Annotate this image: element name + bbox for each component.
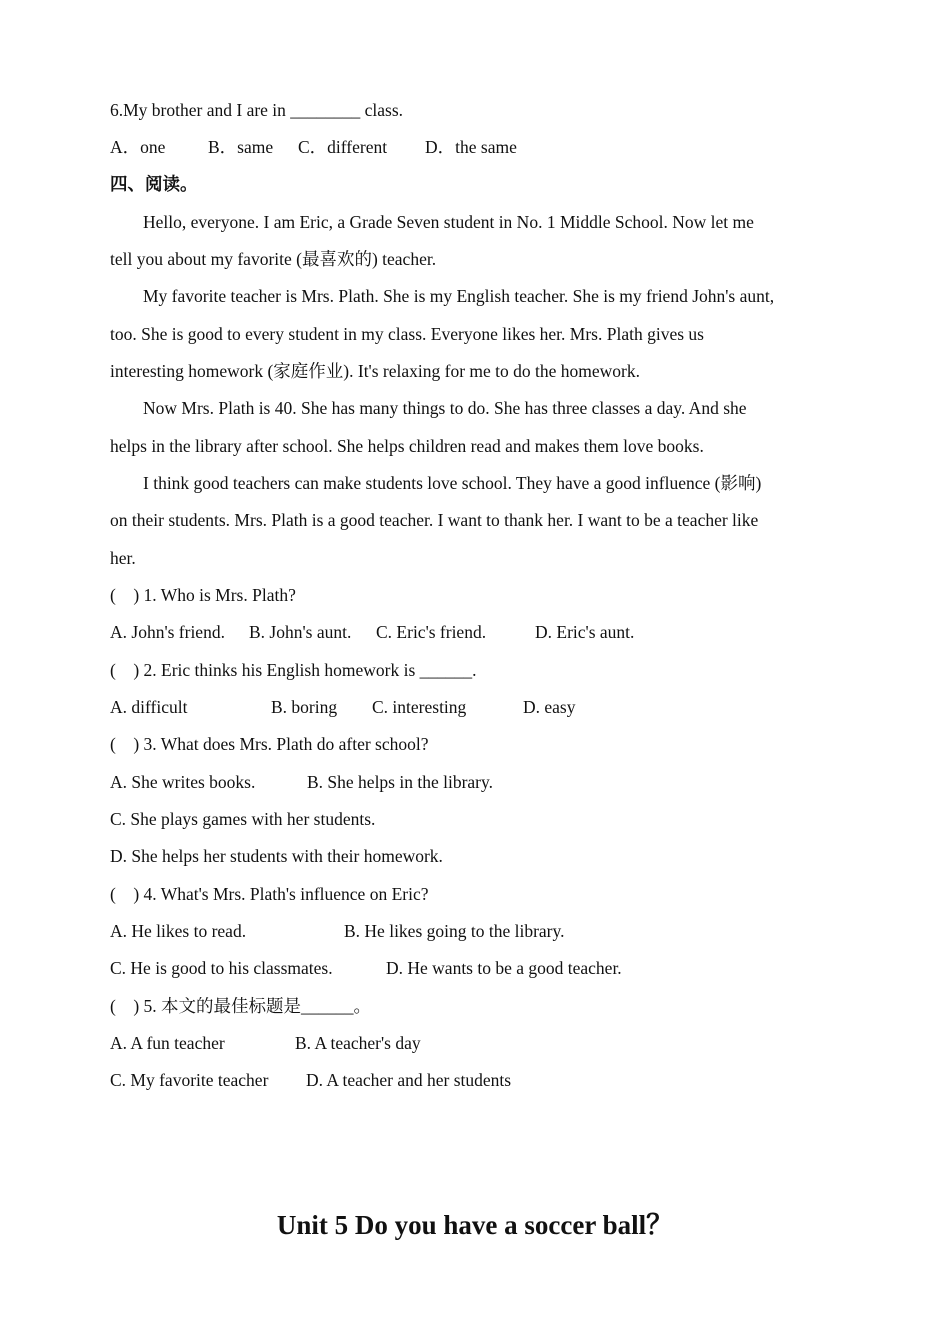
passage-line: too. She is good to every student in my class. Everyone likes her. Mrs. Plath gives us [110,324,704,344]
question-4-stem: ( ) 4. What's Mrs. Plath's influence on Eric? [110,884,429,904]
question-1-option-d: D. Eric's aunt. [535,622,635,642]
question-2-option-d: D. easy [523,697,576,717]
question-3-option-a: A. She writes books. [110,772,256,792]
passage-line: My favorite teacher is Mrs. Plath. She is my English teacher. She is my friend John's aunt, [143,286,775,306]
question-6-option-d: D．the same [425,137,517,157]
question-6-option-c: C．different [298,137,388,157]
question-6-option-b: B．same [208,137,274,157]
question-2-option-c: C. interesting [372,697,467,717]
question-1-option-b: B. John's aunt. [249,622,352,642]
passage-line: on their students. Mrs. Plath is a good teacher. I want to thank her. I want to be a teacher like [110,510,759,530]
passage-line: interesting homework (家庭作业). It's relaxing for me to do the homework. [110,361,640,381]
question-5-option-d: D. A teacher and her students [306,1070,512,1090]
section-heading: 四、阅读。 [110,174,198,194]
question-3-option-b: B. She helps in the library. [307,772,493,792]
question-5-option-c: C. My favorite teacher [110,1070,269,1090]
question-1-option-a: A. John's friend. [110,622,225,642]
question-5-option-b: B. A teacher's day [295,1033,421,1053]
question-6-stem: 6.My brother and I are in ________ class. [110,100,404,120]
passage-line: her. [110,548,136,568]
question-4-option-d: D. He wants to be a good teacher. [386,958,622,978]
question-2-stem: ( ) 2. Eric thinks his English homework is ______. [110,660,477,680]
question-4-option-c: C. He is good to his classmates. [110,958,333,978]
question-3-option-d: D. She helps her students with their homework. [110,846,443,866]
question-6-option-a: A．one [110,137,166,157]
question-1-stem: ( ) 1. Who is Mrs. Plath? [110,585,296,605]
question-2-option-b: B. boring [271,697,338,717]
question-3-stem: ( ) 3. What does Mrs. Plath do after school? [110,734,429,754]
passage-line: Now Mrs. Plath is 40. She has many things to do. She has three classes a day. And she [143,398,747,418]
question-5-stem: ( ) 5. 本文的最佳标题是______。 [110,996,372,1016]
question-3-option-c: C. She plays games with her students. [110,809,376,829]
passage-line: I think good teachers can make students love school. They have a good influence (影响) [143,473,762,493]
question-2-option-a: A. difficult [110,697,188,717]
question-5-option-a: A. A fun teacher [110,1033,225,1053]
unit-title: Unit 5 Do you have a soccer ball？ [276,1210,674,1240]
question-4-option-b: B. He likes going to the library. [344,921,565,941]
question-4-option-a: A. He likes to read. [110,921,247,941]
question-1-option-c: C. Eric's friend. [376,622,487,642]
passage-line: tell you about my favorite (最喜欢的) teacher. [110,249,437,269]
passage-line: Hello, everyone. I am Eric, a Grade Seven student in No. 1 Middle School. Now let me [143,212,754,232]
passage-line: helps in the library after school. She helps children read and makes them love books. [110,436,704,456]
